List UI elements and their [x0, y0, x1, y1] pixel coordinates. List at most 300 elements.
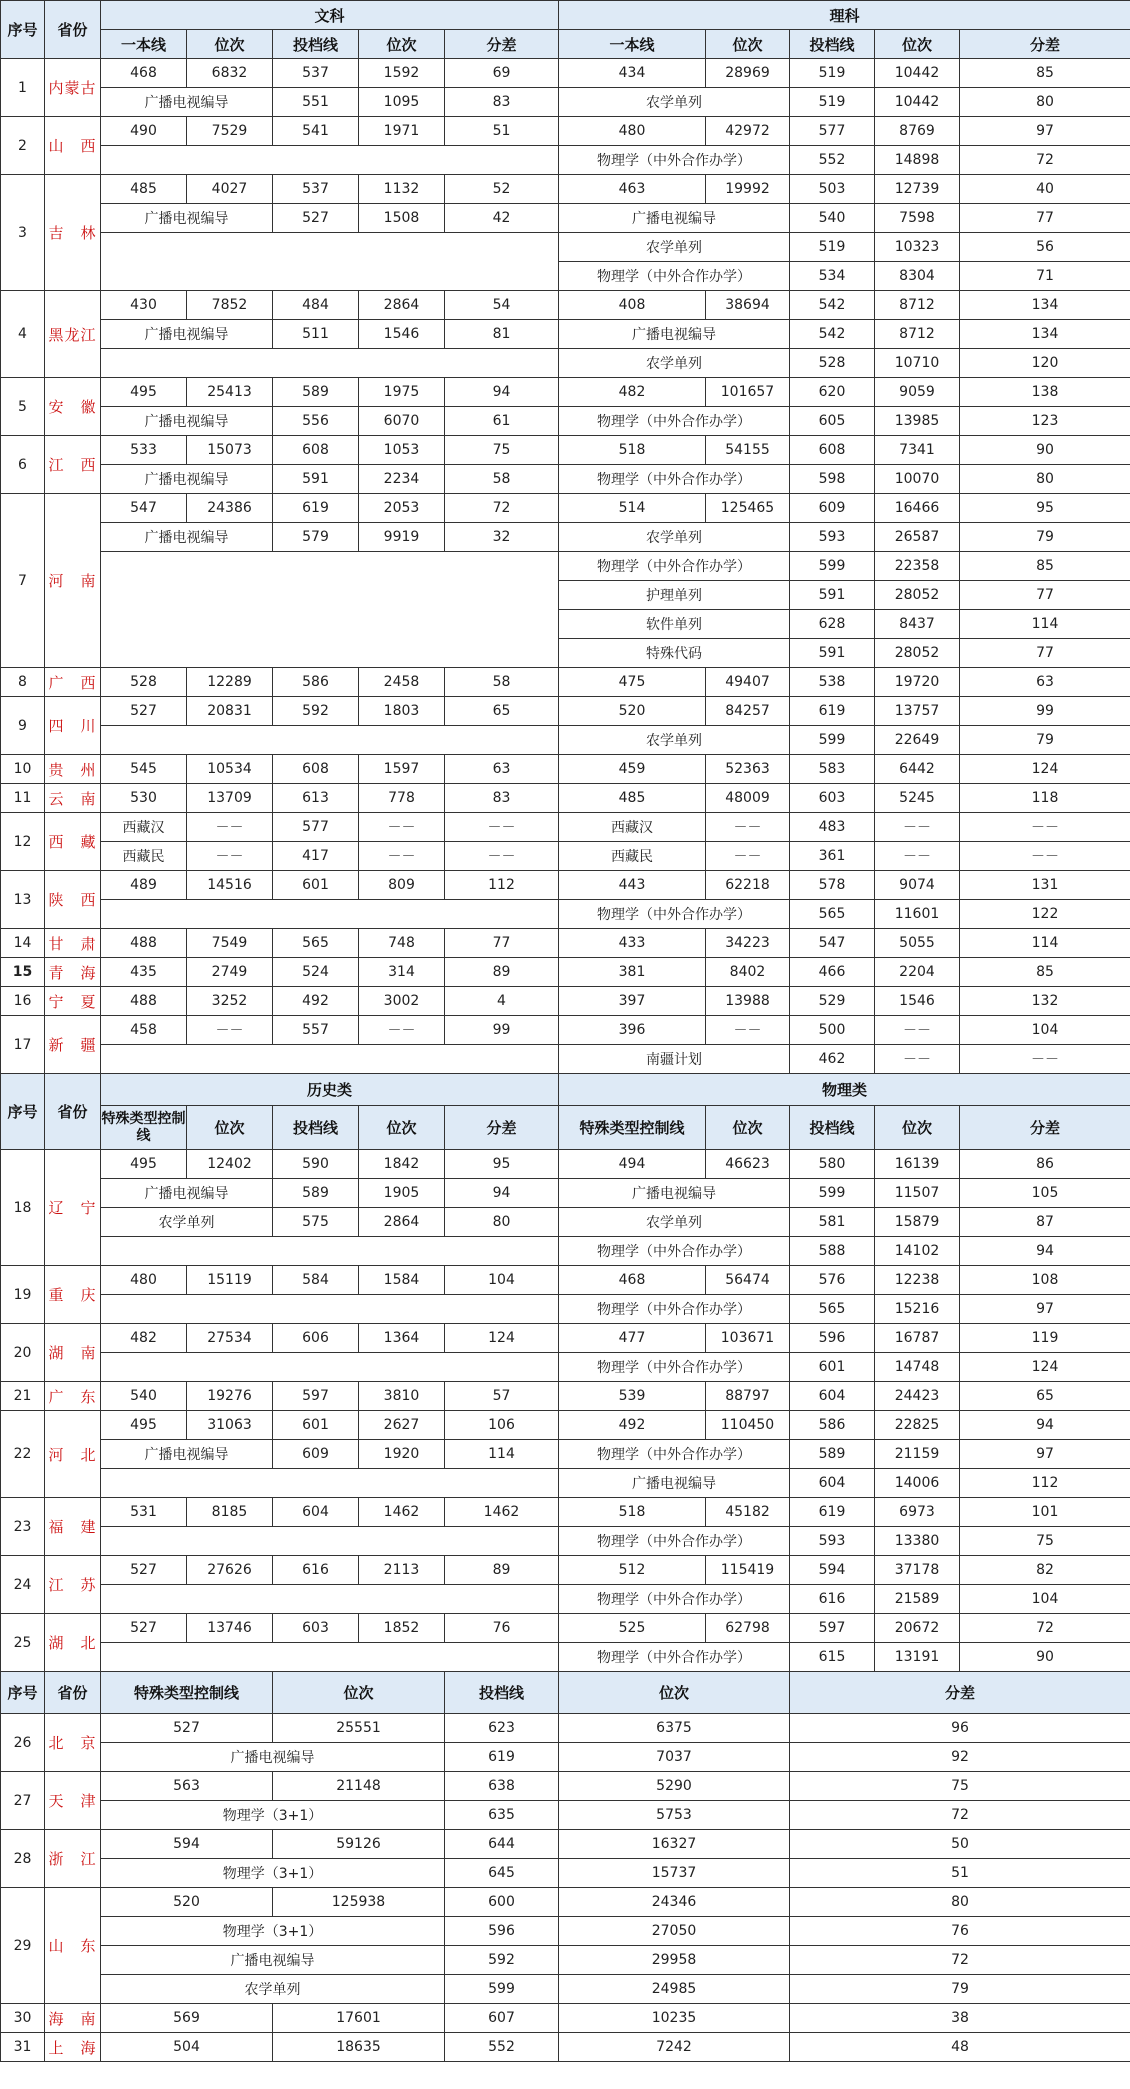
- li-cell: 6442: [875, 755, 960, 784]
- table-row: [1, 1295, 1130, 1324]
- li-special-cell: 593: [790, 523, 875, 552]
- province-name: 北 京: [45, 1714, 101, 1772]
- li-special-cell: 77: [960, 639, 1130, 668]
- wen-cell: 435: [101, 958, 187, 987]
- li-special-cell: 22358: [875, 552, 960, 581]
- wen-cell: 1462: [359, 1498, 445, 1527]
- li-special-cell: 13985: [875, 407, 960, 436]
- li-special-label: 物理学（中外合作办学）: [559, 262, 790, 291]
- wen-cell: 4027: [187, 175, 273, 204]
- row-number: 28: [1, 1830, 45, 1888]
- header-province: 省份: [45, 1672, 101, 1714]
- li-cell: 539: [559, 1382, 706, 1411]
- li-cell: 2204: [875, 958, 960, 987]
- li-special-cell: 7598: [875, 204, 960, 233]
- wen-cell: 778: [359, 784, 445, 813]
- li-special-cell: 122: [960, 900, 1130, 929]
- wen-special-label: 广播电视编导: [101, 407, 273, 436]
- wen-cell: －－: [187, 813, 273, 842]
- li-cell: 119: [960, 1324, 1130, 1353]
- row-number: 10: [1, 755, 45, 784]
- table-row: [1, 59, 1130, 88]
- wen-cell: 314: [359, 958, 445, 987]
- header-province: 省份: [45, 1, 101, 59]
- wen-special-cell: 2234: [359, 465, 445, 494]
- li-special-label: 物理学（中外合作办学）: [559, 552, 790, 581]
- li-special-cell: 616: [790, 1585, 875, 1614]
- li-cell: 134: [960, 291, 1130, 320]
- li-cell: －－: [706, 813, 790, 842]
- wen-cell: 537: [273, 59, 359, 88]
- li-special-cell: 534: [790, 262, 875, 291]
- li-special-cell: 124: [960, 1353, 1130, 1382]
- table-row: [1, 813, 1130, 842]
- wen-cell: 69: [445, 59, 559, 88]
- li-special-label: 农学单列: [559, 349, 790, 378]
- row-number: 25: [1, 1614, 45, 1672]
- li-special-cell: 604: [790, 1469, 875, 1498]
- wen-cell: 468: [101, 59, 187, 88]
- li-cell: 12739: [875, 175, 960, 204]
- table-row: [1, 523, 1130, 552]
- wen-cell: 480: [101, 1266, 187, 1295]
- li-special-label: 农学单列: [559, 1208, 790, 1237]
- li-cell: 38694: [706, 291, 790, 320]
- rank-cell: 7242: [559, 2033, 790, 2062]
- wen-cell: 1462: [445, 1498, 559, 1527]
- table-row: [1, 726, 1130, 755]
- row-number: 30: [1, 2004, 45, 2033]
- province-name: 湖 南: [45, 1324, 101, 1382]
- wen-special-cell: 579: [273, 523, 359, 552]
- wen-cell: 495: [101, 1411, 187, 1440]
- province-name: 新 疆: [45, 1016, 101, 1074]
- li-special-label: 特殊代码: [559, 639, 790, 668]
- rank-cell: 24985: [559, 1975, 790, 2004]
- province-name: 广 西: [45, 668, 101, 697]
- wen-cell: 590: [273, 1150, 359, 1179]
- rank-cell: 24346: [559, 1888, 790, 1917]
- province-name: 山 东: [45, 1888, 101, 2004]
- row-number: 26: [1, 1714, 45, 1772]
- table-row: [1, 407, 1130, 436]
- li-cell: 49407: [706, 668, 790, 697]
- li-special-cell: 589: [790, 1440, 875, 1469]
- wen-cell: 西藏汉: [101, 813, 187, 842]
- wen-special-cell: 511: [273, 320, 359, 349]
- wen-special-cell: 575: [273, 1208, 359, 1237]
- li-cell: 381: [559, 958, 706, 987]
- row-number: 13: [1, 871, 45, 929]
- li-cell: 518: [559, 436, 706, 465]
- wen-cell: 54: [445, 291, 559, 320]
- province-name: 四 川: [45, 697, 101, 755]
- table-row: [1, 842, 1130, 871]
- wen-cell: 89: [445, 1556, 559, 1585]
- wen-cell: 748: [359, 929, 445, 958]
- li-cell: 62218: [706, 871, 790, 900]
- header-h_weici: 位次: [706, 1106, 790, 1150]
- wen-cell: －－: [187, 842, 273, 871]
- row-number: 14: [1, 929, 45, 958]
- li-special-cell: 598: [790, 465, 875, 494]
- wen-empty: [101, 900, 559, 929]
- header-h_yiben: 一本线: [559, 30, 706, 59]
- control-line-cell: 520: [101, 1888, 273, 1917]
- li-special-cell: 628: [790, 610, 875, 639]
- li-cell: 85: [960, 59, 1130, 88]
- wen-cell: 7529: [187, 117, 273, 146]
- li-special-cell: 528: [790, 349, 875, 378]
- li-cell: 99: [960, 697, 1130, 726]
- li-cell: 12238: [875, 1266, 960, 1295]
- li-cell: 28969: [706, 59, 790, 88]
- li-special-cell: 601: [790, 1353, 875, 1382]
- wen-special-cell: 114: [445, 1440, 559, 1469]
- li-cell: 56474: [706, 1266, 790, 1295]
- li-special-cell: 13380: [875, 1527, 960, 1556]
- li-special-cell: 591: [790, 581, 875, 610]
- wen-cell: 592: [273, 697, 359, 726]
- wen-cell: 27626: [187, 1556, 273, 1585]
- li-cell: 433: [559, 929, 706, 958]
- province-name: 天 津: [45, 1772, 101, 1830]
- header-province: 省份: [45, 1074, 101, 1150]
- province-name: 湖 北: [45, 1614, 101, 1672]
- wen-cell: 601: [273, 871, 359, 900]
- row-number: 18: [1, 1150, 45, 1266]
- li-cell: 397: [559, 987, 706, 1016]
- wen-cell: －－: [359, 842, 445, 871]
- province-name: 上 海: [45, 2033, 101, 2062]
- header-h_toudang: 投档线: [273, 30, 359, 59]
- wen-empty: [101, 1585, 559, 1614]
- control-line-cell: 569: [101, 2004, 273, 2033]
- header-liberal-arts: 文科: [101, 1, 559, 30]
- wen-special-cell: 1546: [359, 320, 445, 349]
- wen-cell: 527: [101, 1614, 187, 1643]
- li-special-cell: 10323: [875, 233, 960, 262]
- table-row: [1, 1556, 1130, 1585]
- wen-cell: 589: [273, 378, 359, 407]
- wen-cell: 1852: [359, 1614, 445, 1643]
- li-cell: 443: [559, 871, 706, 900]
- li-cell: 434: [559, 59, 706, 88]
- wen-cell: 1842: [359, 1150, 445, 1179]
- li-special-label: 护理单列: [559, 581, 790, 610]
- header-h_fencha: 分差: [445, 1106, 559, 1150]
- li-special-cell: 79: [960, 523, 1130, 552]
- wen-cell: 603: [273, 1614, 359, 1643]
- li-cell: 西藏汉: [559, 813, 706, 842]
- li-cell: 6973: [875, 1498, 960, 1527]
- province-name: 福 建: [45, 1498, 101, 1556]
- wen-cell: 104: [445, 1266, 559, 1295]
- rank-cell: 27050: [559, 1917, 790, 1946]
- header-no: 序号: [1, 1, 45, 59]
- header-science: 理科: [559, 1, 1130, 30]
- li-special-label: 农学单列: [559, 233, 790, 262]
- table-row: [1, 1946, 1130, 1975]
- wen-cell: 488: [101, 929, 187, 958]
- table-row: [1, 1743, 1130, 1772]
- li-special-cell: 15879: [875, 1208, 960, 1237]
- li-cell: －－: [960, 813, 1130, 842]
- score-diff-cell: 72: [790, 1801, 1130, 1830]
- admission-line-cell: 607: [445, 2004, 559, 2033]
- score-diff-cell: 38: [790, 2004, 1130, 2033]
- wen-cell: 1584: [359, 1266, 445, 1295]
- province-name: 山 西: [45, 117, 101, 175]
- special-label: 物理学（3+1）: [101, 1801, 445, 1830]
- wen-cell: 484: [273, 291, 359, 320]
- li-cell: 477: [559, 1324, 706, 1353]
- wen-cell: 13709: [187, 784, 273, 813]
- li-cell: －－: [875, 813, 960, 842]
- province-name: 贵 州: [45, 755, 101, 784]
- wen-cell: 57: [445, 1382, 559, 1411]
- li-cell: 108: [960, 1266, 1130, 1295]
- table-row: [1, 1440, 1130, 1469]
- wen-cell: 10534: [187, 755, 273, 784]
- wen-cell: 13746: [187, 1614, 273, 1643]
- wen-cell: 12289: [187, 668, 273, 697]
- li-cell: 19720: [875, 668, 960, 697]
- li-cell: 40: [960, 175, 1130, 204]
- li-special-cell: 615: [790, 1643, 875, 1672]
- li-special-cell: 28052: [875, 639, 960, 668]
- li-cell: －－: [875, 842, 960, 871]
- row-number: 8: [1, 668, 45, 697]
- li-cell: 86: [960, 1150, 1130, 1179]
- header-h_fencha: 分差: [445, 30, 559, 59]
- wen-empty: [101, 1353, 559, 1382]
- li-cell: 577: [790, 117, 875, 146]
- li-cell: 408: [559, 291, 706, 320]
- admission-line-cell: 552: [445, 2033, 559, 2062]
- wen-empty: [101, 233, 559, 291]
- control-line-cell: 504: [101, 2033, 273, 2062]
- li-special-cell: 8437: [875, 610, 960, 639]
- table-row: [1, 291, 1130, 320]
- wen-cell: 1971: [359, 117, 445, 146]
- wen-cell: 2113: [359, 1556, 445, 1585]
- rank-cell: 5290: [559, 1772, 790, 1801]
- li-cell: 90: [960, 436, 1130, 465]
- li-cell: 492: [559, 1411, 706, 1440]
- li-cell: 45182: [706, 1498, 790, 1527]
- li-cell: 583: [790, 755, 875, 784]
- wen-cell: 76: [445, 1614, 559, 1643]
- wen-cell: 14516: [187, 871, 273, 900]
- li-cell: 101: [960, 1498, 1130, 1527]
- li-special-label: 物理学（中外合作办学）: [559, 1585, 790, 1614]
- li-special-label: 广播电视编导: [559, 204, 790, 233]
- li-special-cell: 15216: [875, 1295, 960, 1324]
- province-name: 甘 肃: [45, 929, 101, 958]
- li-cell: 1546: [875, 987, 960, 1016]
- province-name: 陕 西: [45, 871, 101, 929]
- wen-cell: 106: [445, 1411, 559, 1440]
- rank-cell: 125938: [273, 1888, 445, 1917]
- table-row: [1, 1353, 1130, 1382]
- wen-cell: 77: [445, 929, 559, 958]
- li-special-cell: 8304: [875, 262, 960, 291]
- wen-special-cell: 80: [445, 1208, 559, 1237]
- province-name: 安 徽: [45, 378, 101, 436]
- row-number: 17: [1, 1016, 45, 1074]
- li-special-cell: 565: [790, 900, 875, 929]
- li-special-cell: －－: [960, 1045, 1130, 1074]
- wen-special-label: 广播电视编导: [101, 465, 273, 494]
- li-special-label: 广播电视编导: [559, 1469, 790, 1498]
- wen-cell: 577: [273, 813, 359, 842]
- li-special-cell: 71: [960, 262, 1130, 291]
- wen-cell: 417: [273, 842, 359, 871]
- li-special-cell: 114: [960, 610, 1130, 639]
- wen-cell: 531: [101, 1498, 187, 1527]
- li-cell: 95: [960, 494, 1130, 523]
- table-row: [1, 871, 1130, 900]
- table-row: [1, 1801, 1130, 1830]
- rank-cell: 17601: [273, 2004, 445, 2033]
- wen-cell: 488: [101, 987, 187, 1016]
- li-cell: 104: [960, 1016, 1130, 1045]
- li-special-cell: 11507: [875, 1179, 960, 1208]
- li-special-cell: 79: [960, 726, 1130, 755]
- li-special-cell: 22649: [875, 726, 960, 755]
- wen-special-cell: 1905: [359, 1179, 445, 1208]
- li-special-cell: 120: [960, 349, 1130, 378]
- wen-special-label: 广播电视编导: [101, 204, 273, 233]
- wen-special-cell: 6070: [359, 407, 445, 436]
- table-row: [1, 320, 1130, 349]
- table-row: [1, 1411, 1130, 1440]
- li-special-cell: 599: [790, 1179, 875, 1208]
- province-name: 辽 宁: [45, 1150, 101, 1266]
- li-cell: 396: [559, 1016, 706, 1045]
- province-name: 西 藏: [45, 813, 101, 871]
- table-row: [1, 1643, 1130, 1672]
- li-cell: 468: [559, 1266, 706, 1295]
- li-cell: 514: [559, 494, 706, 523]
- wen-cell: 495: [101, 1150, 187, 1179]
- wen-cell: 485: [101, 175, 187, 204]
- wen-special-cell: 1095: [359, 88, 445, 117]
- li-cell: 500: [790, 1016, 875, 1045]
- wen-special-label: 广播电视编导: [101, 88, 273, 117]
- li-special-cell: 28052: [875, 581, 960, 610]
- wen-cell: 528: [101, 668, 187, 697]
- li-cell: 24423: [875, 1382, 960, 1411]
- admission-line-cell: 638: [445, 1772, 559, 1801]
- wen-cell: 613: [273, 784, 359, 813]
- table-row: [1, 1714, 1130, 1743]
- wen-cell: 3810: [359, 1382, 445, 1411]
- wen-special-cell: 2864: [359, 1208, 445, 1237]
- li-special-label: 物理学（中外合作办学）: [559, 407, 790, 436]
- wen-cell: 83: [445, 784, 559, 813]
- li-cell: 101657: [706, 378, 790, 407]
- table-row: [1, 958, 1130, 987]
- wen-special-cell: 32: [445, 523, 559, 552]
- header-control-line: 特殊类型控制线: [101, 1672, 273, 1714]
- wen-cell: 547: [101, 494, 187, 523]
- wen-cell: 52: [445, 175, 559, 204]
- li-cell: 603: [790, 784, 875, 813]
- li-special-cell: 21589: [875, 1585, 960, 1614]
- rank-cell: 10235: [559, 2004, 790, 2033]
- score-diff-cell: 79: [790, 1975, 1130, 2004]
- row-number: 31: [1, 2033, 45, 2062]
- wen-cell: 15119: [187, 1266, 273, 1295]
- li-cell: 596: [790, 1324, 875, 1353]
- li-special-cell: 462: [790, 1045, 875, 1074]
- li-special-cell: 80: [960, 88, 1130, 117]
- wen-cell: 809: [359, 871, 445, 900]
- table-row: [1, 1975, 1130, 2004]
- row-number: 12: [1, 813, 45, 871]
- table-row: [1, 378, 1130, 407]
- wen-cell: 557: [273, 1016, 359, 1045]
- wen-cell: 458: [101, 1016, 187, 1045]
- province-name: 黑龙江: [45, 291, 101, 378]
- li-cell: 525: [559, 1614, 706, 1643]
- wen-cell: 545: [101, 755, 187, 784]
- header-h_toudang: 投档线: [790, 1106, 875, 1150]
- wen-special-cell: 1508: [359, 204, 445, 233]
- li-cell: 13988: [706, 987, 790, 1016]
- header-h_weici: 位次: [359, 30, 445, 59]
- table-row: [1, 1324, 1130, 1353]
- li-special-cell: 10710: [875, 349, 960, 378]
- wen-cell: 2864: [359, 291, 445, 320]
- li-cell: 586: [790, 1411, 875, 1440]
- row-number: 15: [1, 958, 45, 987]
- score-diff-cell: 76: [790, 1917, 1130, 1946]
- wen-cell: 89: [445, 958, 559, 987]
- wen-cell: 124: [445, 1324, 559, 1353]
- wen-special-label: 广播电视编导: [101, 1440, 273, 1469]
- li-cell: 85: [960, 958, 1130, 987]
- wen-special-cell: 551: [273, 88, 359, 117]
- wen-special-cell: 556: [273, 407, 359, 436]
- li-cell: 118: [960, 784, 1130, 813]
- header-physics: 物理类: [559, 1074, 1130, 1106]
- li-cell: 138: [960, 378, 1130, 407]
- wen-cell: 541: [273, 117, 359, 146]
- li-special-cell: 13191: [875, 1643, 960, 1672]
- table-row: [1, 784, 1130, 813]
- wen-cell: 540: [101, 1382, 187, 1411]
- li-cell: 538: [790, 668, 875, 697]
- wen-cell: 597: [273, 1382, 359, 1411]
- li-special-cell: 14898: [875, 146, 960, 175]
- admission-line-cell: 592: [445, 1946, 559, 1975]
- rank-cell: 7037: [559, 1743, 790, 1772]
- li-cell: 520: [559, 697, 706, 726]
- li-special-cell: 87: [960, 1208, 1130, 1237]
- li-special-label: 农学单列: [559, 726, 790, 755]
- wen-special-cell: 83: [445, 88, 559, 117]
- li-cell: 503: [790, 175, 875, 204]
- li-cell: 482: [559, 378, 706, 407]
- table-row: [1, 30, 1130, 59]
- li-special-cell: 21159: [875, 1440, 960, 1469]
- wen-cell: 94: [445, 378, 559, 407]
- li-cell: 西藏民: [559, 842, 706, 871]
- li-cell: 576: [790, 1266, 875, 1295]
